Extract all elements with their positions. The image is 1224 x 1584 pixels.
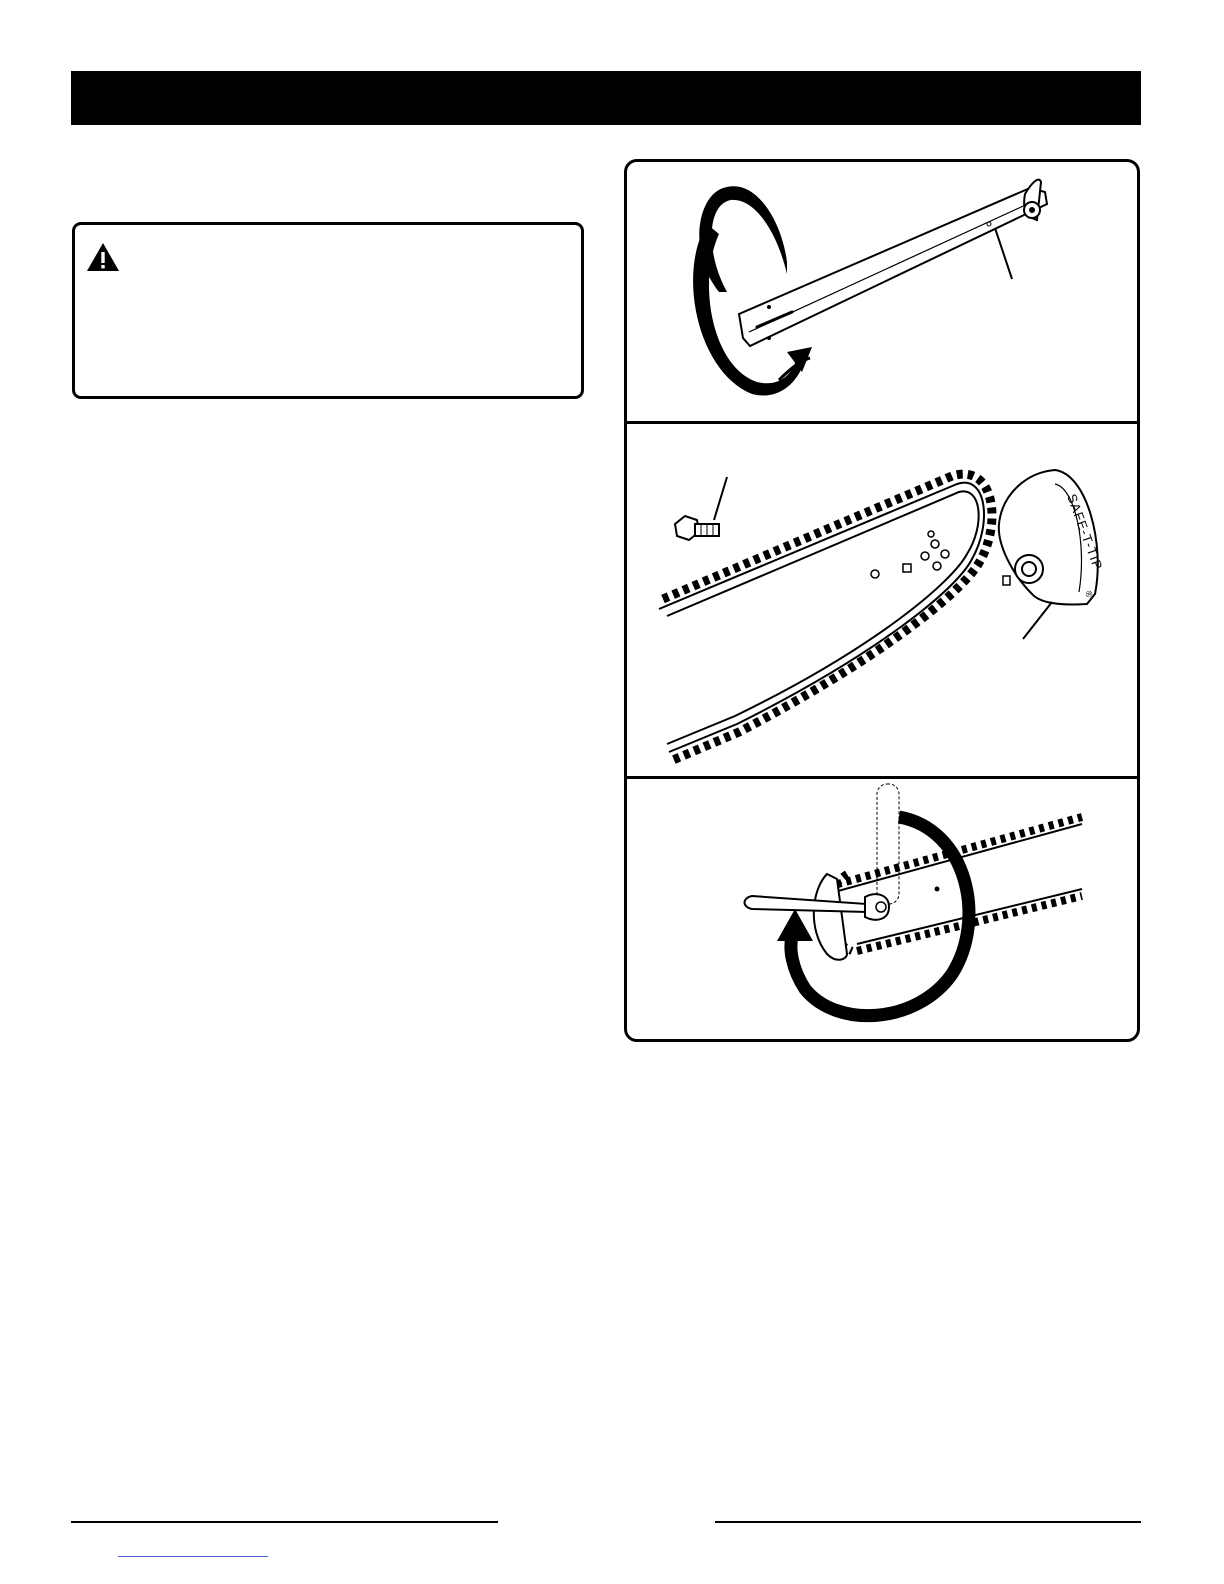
- safe-t-tip-guard-icon: [999, 470, 1106, 605]
- section-header-bar: [71, 71, 1141, 125]
- chain-icon: [827, 817, 1082, 951]
- figure-tighten-wrench: [627, 779, 1137, 1042]
- figure-rotate-bar: [627, 162, 1137, 421]
- footer-rule-right: [715, 1521, 1141, 1523]
- footer-link-underline[interactable]: [118, 1556, 268, 1557]
- safe-t-tip-label: SAFE-T-TIP: [1064, 491, 1106, 573]
- warning-box: [72, 222, 584, 399]
- registered-mark: ®: [1083, 589, 1095, 599]
- figure-panel: [624, 159, 1140, 1042]
- warning-triangle-icon: [85, 241, 121, 273]
- chain-icon: [659, 474, 992, 760]
- figure-safe-t-tip: [627, 424, 1137, 776]
- bolt-icon: [675, 477, 727, 540]
- footer-rule-left: [71, 1521, 498, 1523]
